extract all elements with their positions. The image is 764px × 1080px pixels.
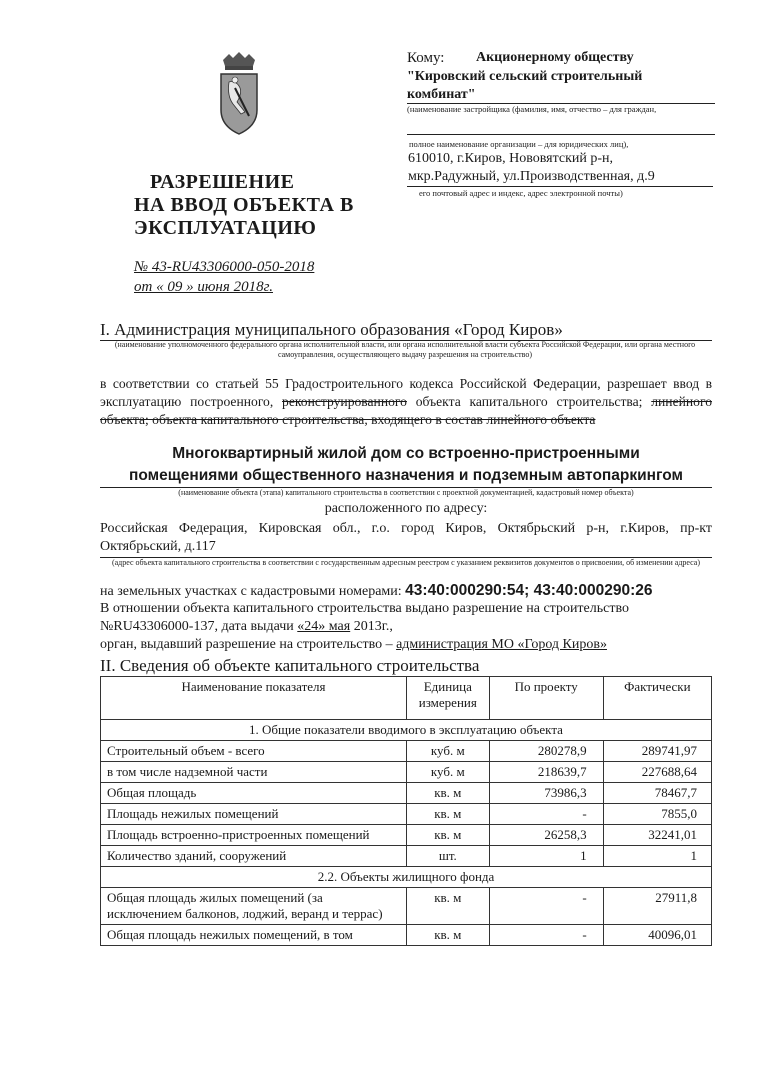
indicator-actual: 1 (603, 846, 711, 867)
indicator-unit: куб. м (406, 762, 489, 783)
indicator-actual: 40096,01 (603, 925, 711, 946)
section-heading: II. Сведения об объекте капитального строительства (100, 656, 480, 675)
indicator-project: 280278,9 (489, 741, 603, 762)
table-header-row (101, 677, 712, 720)
indicator-unit: кв. м (406, 888, 489, 925)
indicator-project: 1 (489, 846, 603, 867)
section-note: (наименование уполномоченного федерального органа исполнительной власти, или органа исполнительной власти субъекта Российской Федерации, или органа местного самоуправления, осуществляющего выдачу разрешения на строительство) (114, 340, 696, 359)
indicator-name: в том числе надземной части (101, 762, 407, 783)
group-heading: 1. Общие показатели вводимого в эксплуатацию объекта (101, 720, 712, 741)
indicator-actual: 227688,64 (603, 762, 711, 783)
indicator-actual: 27911,8 (603, 888, 711, 925)
indicator-unit: шт. (406, 846, 489, 867)
section-heading: I. Администрация муниципального образования «Город Киров» (100, 320, 563, 339)
column-header: Фактически (603, 677, 711, 720)
table-row (101, 762, 712, 783)
table-row (101, 783, 712, 804)
divider (407, 186, 713, 187)
coat-of-arms-icon (215, 52, 263, 138)
indicator-project: 73986,3 (489, 783, 603, 804)
object-name: Многоквартирный жилой дом со встроенно-пристроенными (172, 445, 640, 462)
column-header: По проекту (489, 677, 603, 720)
indicator-unit: кв. м (406, 925, 489, 946)
table-group-row (101, 867, 712, 888)
addressee-name: Акционерному обществу (476, 50, 634, 65)
indicator-project: 218639,7 (489, 762, 603, 783)
object-address: Российская Федерация, Кировская обл., г.о. город Киров, Октябрьский р-н, г.Киров, пр-кт Октябрьский, д.117 (100, 521, 712, 554)
addressee-label: Кому: (407, 50, 445, 66)
indicator-project: - (489, 888, 603, 925)
document-date: от « 09 » июня 2018г. (134, 279, 273, 295)
indicators-table (100, 676, 712, 946)
document-number: № 43-RU43306000-050-2018 (134, 259, 315, 275)
indicator-actual: 32241,01 (603, 825, 711, 846)
indicator-unit: кв. м (406, 783, 489, 804)
permit-info: №RU43306000-137, дата выдачи «24» мая 2013г., (100, 619, 393, 634)
indicator-actual: 78467,7 (603, 783, 711, 804)
indicator-project: - (489, 804, 603, 825)
table-row (101, 825, 712, 846)
indicator-name: Общая площадь (101, 783, 407, 804)
addressee-note: полное наименование организации – для юридических лиц), (409, 139, 629, 149)
column-header: Единица измерения (406, 677, 489, 720)
addressee-name-line3: комбинат" (407, 87, 476, 102)
indicator-actual: 289741,97 (603, 741, 711, 762)
table-group-row (101, 720, 712, 741)
object-note: (наименование объекта (этапа) капитального строительства в соответствии с проектной документацией, кадастровый номер объекта) (178, 488, 634, 497)
indicator-name: Общая площадь жилых помещений (за исключением балконов, лоджий, веранд и террас) (101, 888, 407, 925)
table-row (101, 888, 712, 925)
address-note: (адрес объекта капитального строительства в соответствии с государственным адресным реестром с указанием реквизитов документов о присвоении, об изменении адреса) (111, 558, 701, 567)
table-row (101, 925, 712, 946)
group-heading: 2.2. Объекты жилищного фонда (101, 867, 712, 888)
table-row (101, 741, 712, 762)
permit-info: В отношении объекта капитального строительства выдано разрешение на строительство (100, 601, 629, 616)
addressee-address: 610010, г.Киров, Нововятский р-н, (408, 151, 614, 166)
indicator-name: Площадь нежилых помещений (101, 804, 407, 825)
document-title: НА ВВОД ОБЪЕКТА В (134, 194, 354, 216)
indicator-project: 26258,3 (489, 825, 603, 846)
divider (407, 134, 715, 135)
indicator-name: Количество зданий, сооружений (101, 846, 407, 867)
indicator-name: Площадь встроенно-пристроенных помещений (101, 825, 407, 846)
document-title: ЭКСПЛУАТАЦИЮ (134, 217, 317, 239)
table-row (101, 804, 712, 825)
addressee-note: (наименование застройщика (фамилия, имя, отчество – для граждан, (407, 104, 657, 114)
located-label: расположенного по адресу: (324, 501, 488, 516)
table-row (101, 846, 712, 867)
document-title: РАЗРЕШЕНИЕ (150, 171, 295, 193)
indicator-actual: 7855,0 (603, 804, 711, 825)
object-name: помещениями общественного назначения и подземным автопаркингом (128, 467, 683, 484)
addressee-note: его почтовый адрес и индекс, адрес электронной почты) (419, 188, 623, 198)
indicator-unit: кв. м (406, 825, 489, 846)
indicator-name: Строительный объем - всего (101, 741, 407, 762)
column-header: Наименование показателя (101, 677, 407, 720)
addressee-address: мкр.Радужный, ул.Производственная, д.9 (408, 169, 655, 184)
indicator-unit: кв. м (406, 804, 489, 825)
permit-paragraph: в соответствии со статьей 55 Градостроительного кодекса Российской Федерации, разрешает ввод в эксплуатацию построенного, реконструированного объекта капитального строительства; линейного объекта; объекта капитального строительства, входящего в состав линейного объекта (100, 376, 712, 427)
cadastral-numbers: на земельных участках с кадастровыми номерами: 43:40:000290:54; 43:40:000290:26 (100, 582, 653, 599)
indicator-name: Общая площадь нежилых помещений, в том (101, 925, 407, 946)
indicator-unit: куб. м (406, 741, 489, 762)
permit-issuer: орган, выдавший разрешение на строительство – администрация МО «Город Киров» (100, 637, 607, 652)
addressee-name-line2: "Кировский сельский строительный (407, 69, 643, 84)
indicator-project: - (489, 925, 603, 946)
